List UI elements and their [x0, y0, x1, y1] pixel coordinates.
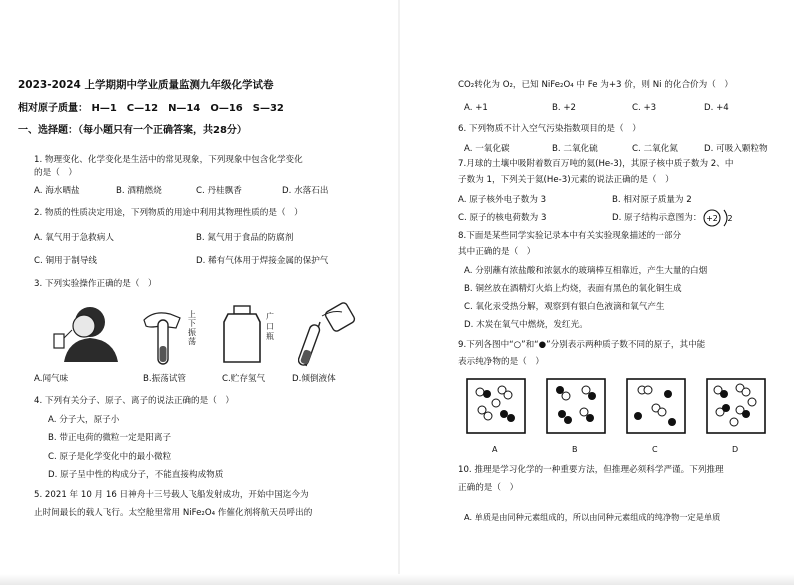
smell-gas-illustration — [42, 300, 132, 368]
electron-count-label: 2 — [727, 214, 733, 223]
q6-option-a: A. 一氧化碳 — [464, 144, 510, 154]
wide-mouth-bottle-illustration — [220, 304, 264, 364]
q9-stem-line2: 表示纯净物的是（ ） — [458, 357, 544, 367]
q1-stem-line1: 1. 物理变化、化学变化是生活中的常见现象，下列现象中包含化学变化 — [34, 155, 303, 165]
q5-stem-line1: 5. 2021 年 10 月 16 日神舟十三号载人飞船发射成功，开始中国迄今为 — [34, 490, 309, 500]
q3-option-c: C.贮存氢气 — [222, 374, 266, 384]
q3-option-a: A.闻气味 — [34, 374, 69, 384]
q8-option-d: D. 木炭在氧气中燃烧，发红光。 — [464, 320, 588, 330]
q7-option-a: A. 原子核外电子数为 3 — [458, 195, 547, 205]
q4-option-b: B. 带正电荷的微粒一定是阳离子 — [48, 433, 172, 443]
q7-option-b: B. 相对原子质量为 2 — [612, 195, 692, 205]
q4-stem: 4. 下列有关分子、原子、离子的说法正确的是（ ） — [34, 396, 234, 406]
q2-option-a: A. 氧气用于急救病人 — [34, 233, 114, 243]
scan-bottom-edge — [0, 574, 794, 585]
q3-stem: 3. 下列实验操作正确的是（ ） — [34, 279, 157, 289]
q7-stem-line1: 7.月球的土壤中吸附着数百万吨的氦(He-3)，其原子核中质子数为 2、中 — [458, 159, 734, 169]
q9-label-a: A — [492, 445, 498, 454]
atomic-mass-line: 相对原子质量： H—1 C—12 N—14 O—16 S—32 — [18, 103, 284, 114]
q8-stem-line2: 其中正确的是（ ） — [458, 247, 536, 257]
q1-option-b: B. 酒精燃烧 — [116, 186, 162, 196]
q3-option-b: B.振荡试管 — [143, 374, 187, 384]
q3-c-bottle-label: 广口瓶 — [266, 312, 274, 341]
q9-label-c: C — [652, 445, 658, 454]
q6-stem: 6. 下列物质不计入空气污染指数项目的是（ ） — [458, 124, 641, 134]
q9-diagram-c — [626, 378, 686, 434]
atom-structure-diagram — [702, 206, 736, 230]
nucleus-charge-label: +2 — [706, 214, 718, 223]
right-column — [400, 0, 794, 585]
q10-stem-line1: 10. 推理是学习化学的一种重要方法，但推理必须科学严谨。下列推理 — [458, 465, 724, 475]
section-heading: 一、选择题：（每小题只有一个正确答案，共28分） — [18, 125, 247, 136]
q8-option-b: B. 铜丝放在酒精灯火焰上灼烧，表面有黑色的氧化铜生成 — [464, 284, 682, 294]
q9-label-b: B — [572, 445, 578, 454]
q9-diagram-a — [466, 378, 526, 434]
q5-option-c: C. +3 — [632, 103, 657, 113]
q6-option-d: D. 可吸入颗粒物 — [704, 144, 768, 154]
q5-option-b: B. +2 — [552, 103, 577, 113]
q9-label-d: D — [732, 445, 739, 454]
q7-option-d: D. 原子结构示意图为： — [612, 213, 702, 223]
exam-title: 2023-2024 上学期期中学业质量监测九年级化学试卷 — [18, 79, 274, 91]
q5-stem-line3: CO₂转化为 O₂，已知 NiFe₂O₄ 中 Fe 为+3 价，则 Ni 的化合价为（ ） — [458, 80, 734, 90]
pour-liquid-illustration — [298, 300, 364, 370]
q2-option-c: C. 铜用于制导线 — [34, 256, 98, 266]
q9-diagram-b — [546, 378, 606, 434]
q4-option-c: C. 原子是化学变化中的最小微粒 — [48, 452, 172, 462]
q8-option-c: C. 氧化汞受热分解，观察到有银白色液滴和氧气产生 — [464, 302, 665, 312]
q7-option-c: C. 原子的核电荷数为 3 — [458, 213, 547, 223]
q4-option-d: D. 原子呈中性的构成分子，不能直接构成物质 — [48, 470, 224, 480]
q7-stem-line2: 子数为 1，下列关于氦(He-3)元素的说法正确的是（ ） — [458, 175, 674, 185]
q3-b-shake-label: 上下振荡 — [188, 310, 196, 346]
q1-option-d: D. 水落石出 — [282, 186, 329, 196]
q3-option-d: D.倾倒液体 — [292, 374, 336, 384]
q10-option-a: A. 单质是由同种元素组成的，所以由同种元素组成的纯净物一定是单质 — [464, 512, 721, 522]
q1-option-a: A. 海水晒盐 — [34, 186, 80, 196]
q2-option-d: D. 稀有气体用于焊接金属的保护气 — [196, 256, 329, 266]
q6-option-c: C. 二氧化氮 — [632, 144, 678, 154]
q2-stem: 2. 物质的性质决定用途，下列物质的用途中利用其物理性质的是（ ） — [34, 208, 303, 218]
q9-stem-line1: 9.下列各图中“○”和“●”分别表示两种质子数不同的原子，其中能 — [458, 340, 706, 350]
q8-stem-line1: 8.下面是某些同学实验记录本中有关实验现象描述的一部分 — [458, 231, 682, 241]
q4-option-a: A. 分子大，原子小 — [48, 415, 120, 425]
q5-stem-line2: 止时间最长的载人飞行。太空舱里常用 NiFe₂O₄ 作催化剂将航天员呼出的 — [34, 508, 313, 518]
q6-option-b: B. 二氧化硫 — [552, 144, 598, 154]
q9-diagram-d — [706, 378, 766, 434]
q10-stem-line2: 正确的是（ ） — [458, 483, 519, 493]
q5-option-a: A. +1 — [464, 103, 488, 113]
q2-option-b: B. 氮气用于食品的防腐剂 — [196, 233, 294, 243]
q5-option-d: D. +4 — [704, 103, 729, 113]
q8-option-a: A. 分别蘸有浓盐酸和浓氨水的玻璃棒互相靠近，产生大量的白烟 — [464, 266, 708, 276]
q1-option-c: C. 丹桂飘香 — [196, 186, 242, 196]
q1-stem-line2: 的是（ ） — [34, 168, 77, 178]
